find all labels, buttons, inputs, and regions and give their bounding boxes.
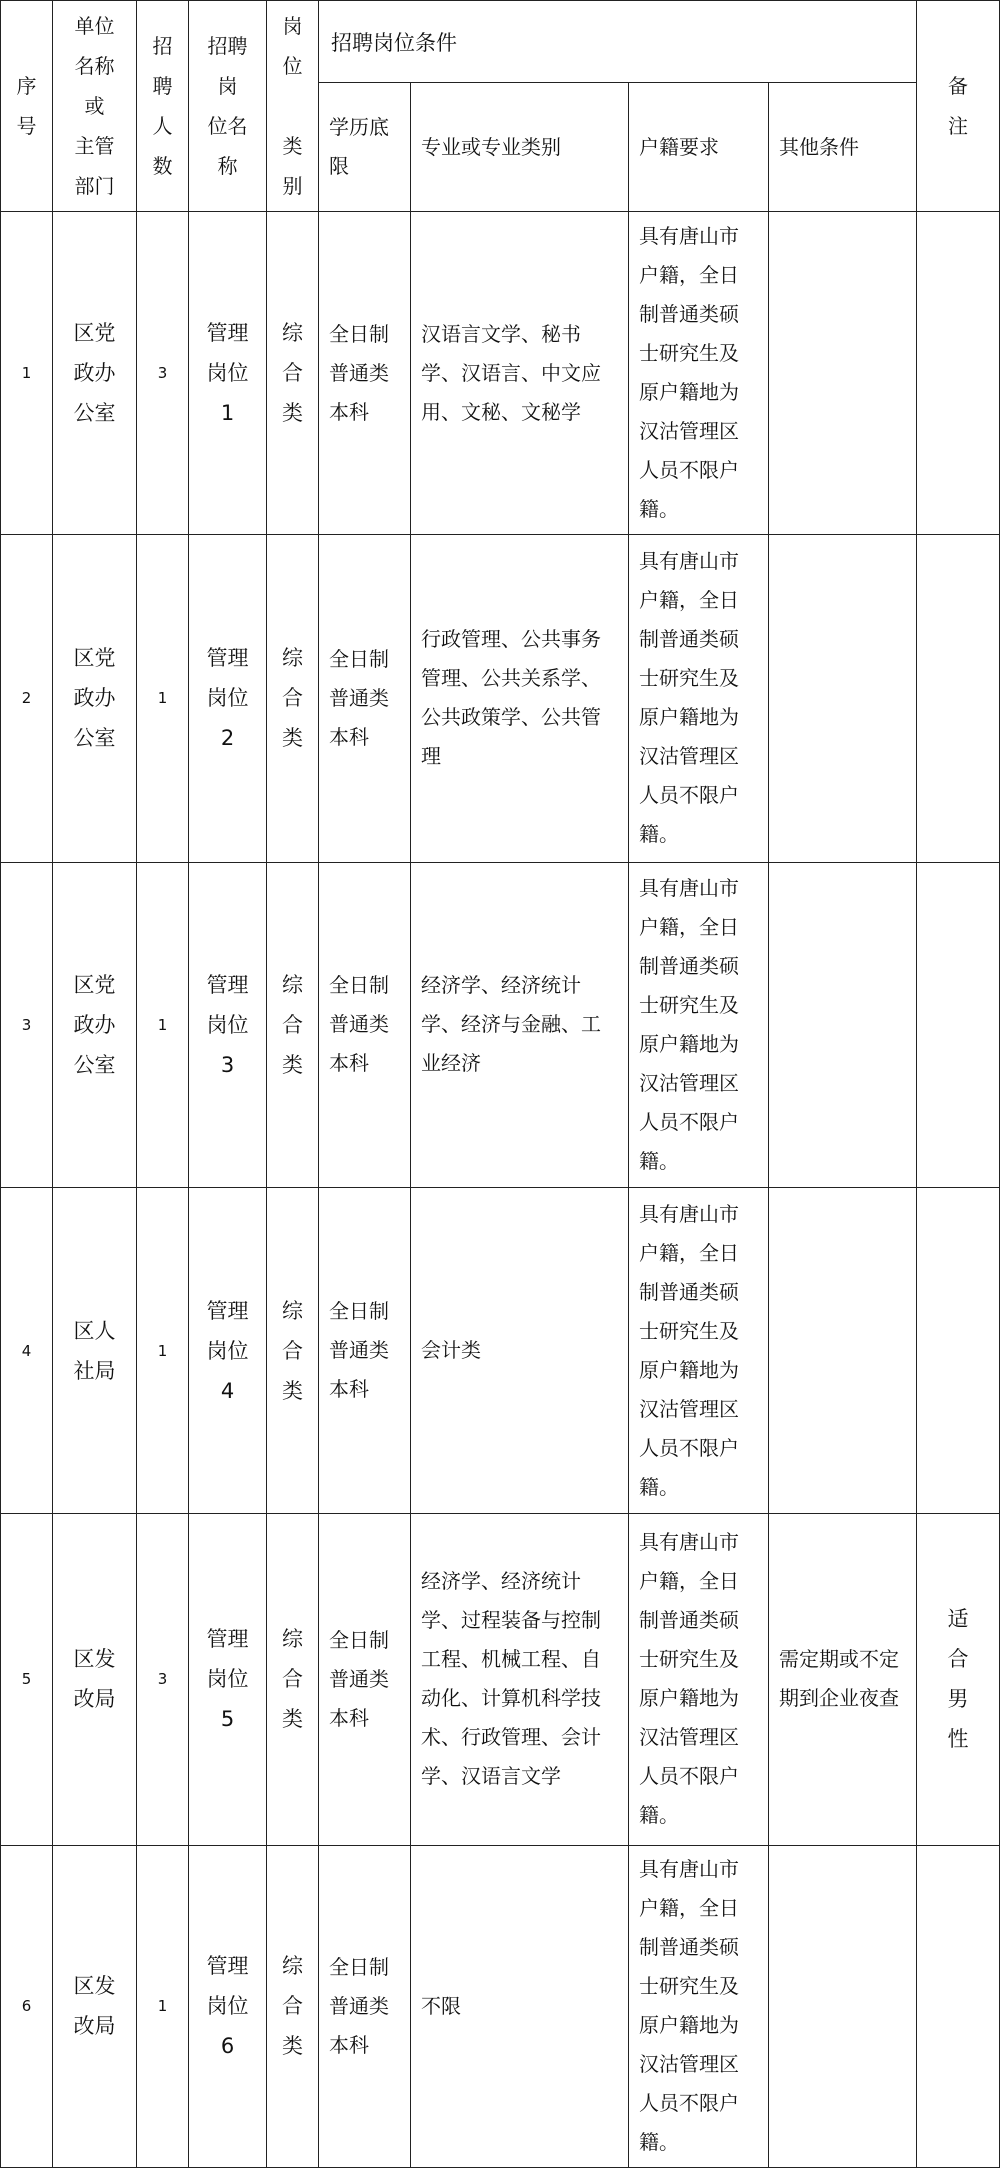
cell-post-name: 管理 岗位 3: [189, 862, 267, 1187]
cell-count: 1: [137, 1187, 189, 1513]
cell-major: 经济学、经济统计学、过程装备与控制工程、机械工程、自动化、计算机科学技术、行政管理、会计学、汉语言文学: [411, 1514, 629, 1845]
header-edu: 学历底限: [319, 83, 411, 212]
cell-post-type: 综 合 类: [267, 212, 319, 535]
cell-other: [769, 212, 917, 535]
cell-post-type: 综 合 类: [267, 1845, 319, 2167]
cell-hukou: 具有唐山市户籍，全日制普通类硕士研究生及原户籍地为汉沽管理区人员不限户籍。: [629, 862, 769, 1187]
cell-major: 会计类: [411, 1187, 629, 1513]
cell-post-name: 管理 岗位 2: [189, 535, 267, 862]
cell-edu: 全日制普通类本科: [319, 535, 411, 862]
cell-major: 经济学、经济统计学、经济与金融、工业经济: [411, 862, 629, 1187]
header-seq: 序 号: [1, 1, 53, 212]
table-row: [1, 1514, 1000, 1845]
header-hukou: 户籍要求: [629, 83, 769, 212]
cell-note: [917, 212, 1000, 535]
cell-seq: 4: [1, 1187, 53, 1513]
cell-post-type: 综 合 类: [267, 535, 319, 862]
cell-note: 适 合 男 性: [917, 1514, 1000, 1845]
cell-edu: 全日制普通类本科: [319, 1187, 411, 1513]
cell-hukou: 具有唐山市户籍，全日制普通类硕士研究生及原户籍地为汉沽管理区人员不限户籍。: [629, 535, 769, 862]
cell-unit: 区党 政办 公室: [53, 535, 137, 862]
cell-post-type: 综 合 类: [267, 862, 319, 1187]
header-note: 备 注: [917, 1, 1000, 212]
cell-seq: 6: [1, 1845, 53, 2167]
cell-other: [769, 862, 917, 1187]
cell-unit: 区人 社局: [53, 1187, 137, 1513]
cell-major: 不限: [411, 1845, 629, 2167]
header-post-name: 招聘 岗 位名 称: [189, 1, 267, 212]
header-count: 招 聘 人 数: [137, 1, 189, 212]
cell-seq: 3: [1, 862, 53, 1187]
cell-hukou: 具有唐山市户籍，全日制普通类硕士研究生及原户籍地为汉沽管理区人员不限户籍。: [629, 1845, 769, 2167]
cell-hukou: 具有唐山市户籍，全日制普通类硕士研究生及原户籍地为汉沽管理区人员不限户籍。: [629, 1187, 769, 1513]
cell-unit: 区发 改局: [53, 1845, 137, 2167]
table-row: [1, 1187, 1000, 1513]
cell-post-type: 综 合 类: [267, 1187, 319, 1513]
cell-unit: 区党 政办 公室: [53, 212, 137, 535]
cell-note: [917, 862, 1000, 1187]
cell-note: [917, 1187, 1000, 1513]
cell-note: [917, 535, 1000, 862]
header-other: 其他条件: [769, 83, 917, 212]
table-row: [1, 212, 1000, 535]
cell-unit: 区党 政办 公室: [53, 862, 137, 1187]
cell-count: 1: [137, 862, 189, 1187]
cell-seq: 5: [1, 1514, 53, 1845]
cell-seq: 1: [1, 212, 53, 535]
cell-major: 汉语言文学、秘书学、汉语言、中文应用、文秘、文秘学: [411, 212, 629, 535]
cell-post-name: 管理 岗位 6: [189, 1845, 267, 2167]
cell-hukou: 具有唐山市户籍，全日制普通类硕士研究生及原户籍地为汉沽管理区人员不限户籍。: [629, 1514, 769, 1845]
cell-major: 行政管理、公共事务管理、公共关系学、公共政策学、公共管理: [411, 535, 629, 862]
cell-count: 3: [137, 212, 189, 535]
cell-other: [769, 535, 917, 862]
table-row: [1, 862, 1000, 1187]
cell-other: 需定期或不定期到企业夜查: [769, 1514, 917, 1845]
cell-seq: 2: [1, 535, 53, 862]
cell-count: 1: [137, 535, 189, 862]
cell-other: [769, 1845, 917, 2167]
cell-count: 1: [137, 1845, 189, 2167]
cell-edu: 全日制普通类本科: [319, 212, 411, 535]
cell-post-name: 管理 岗位 1: [189, 212, 267, 535]
cell-edu: 全日制普通类本科: [319, 1514, 411, 1845]
cell-post-type: 综 合 类: [267, 1514, 319, 1845]
cell-hukou: 具有唐山市户籍，全日制普通类硕士研究生及原户籍地为汉沽管理区人员不限户籍。: [629, 212, 769, 535]
table-row: [1, 1845, 1000, 2167]
header-post-type: 岗 位 类 别: [267, 1, 319, 212]
cell-post-name: 管理 岗位 5: [189, 1514, 267, 1845]
table-row: [1, 535, 1000, 862]
cell-edu: 全日制普通类本科: [319, 862, 411, 1187]
cell-unit: 区发 改局: [53, 1514, 137, 1845]
header-unit: 单位 名称 或 主管 部门: [53, 1, 137, 212]
cell-note: [917, 1845, 1000, 2167]
header-major: 专业或专业类别: [411, 83, 629, 212]
cell-other: [769, 1187, 917, 1513]
cell-count: 3: [137, 1514, 189, 1845]
cell-edu: 全日制普通类本科: [319, 1845, 411, 2167]
header-conditions: 招聘岗位条件: [319, 1, 917, 83]
cell-post-name: 管理 岗位 4: [189, 1187, 267, 1513]
